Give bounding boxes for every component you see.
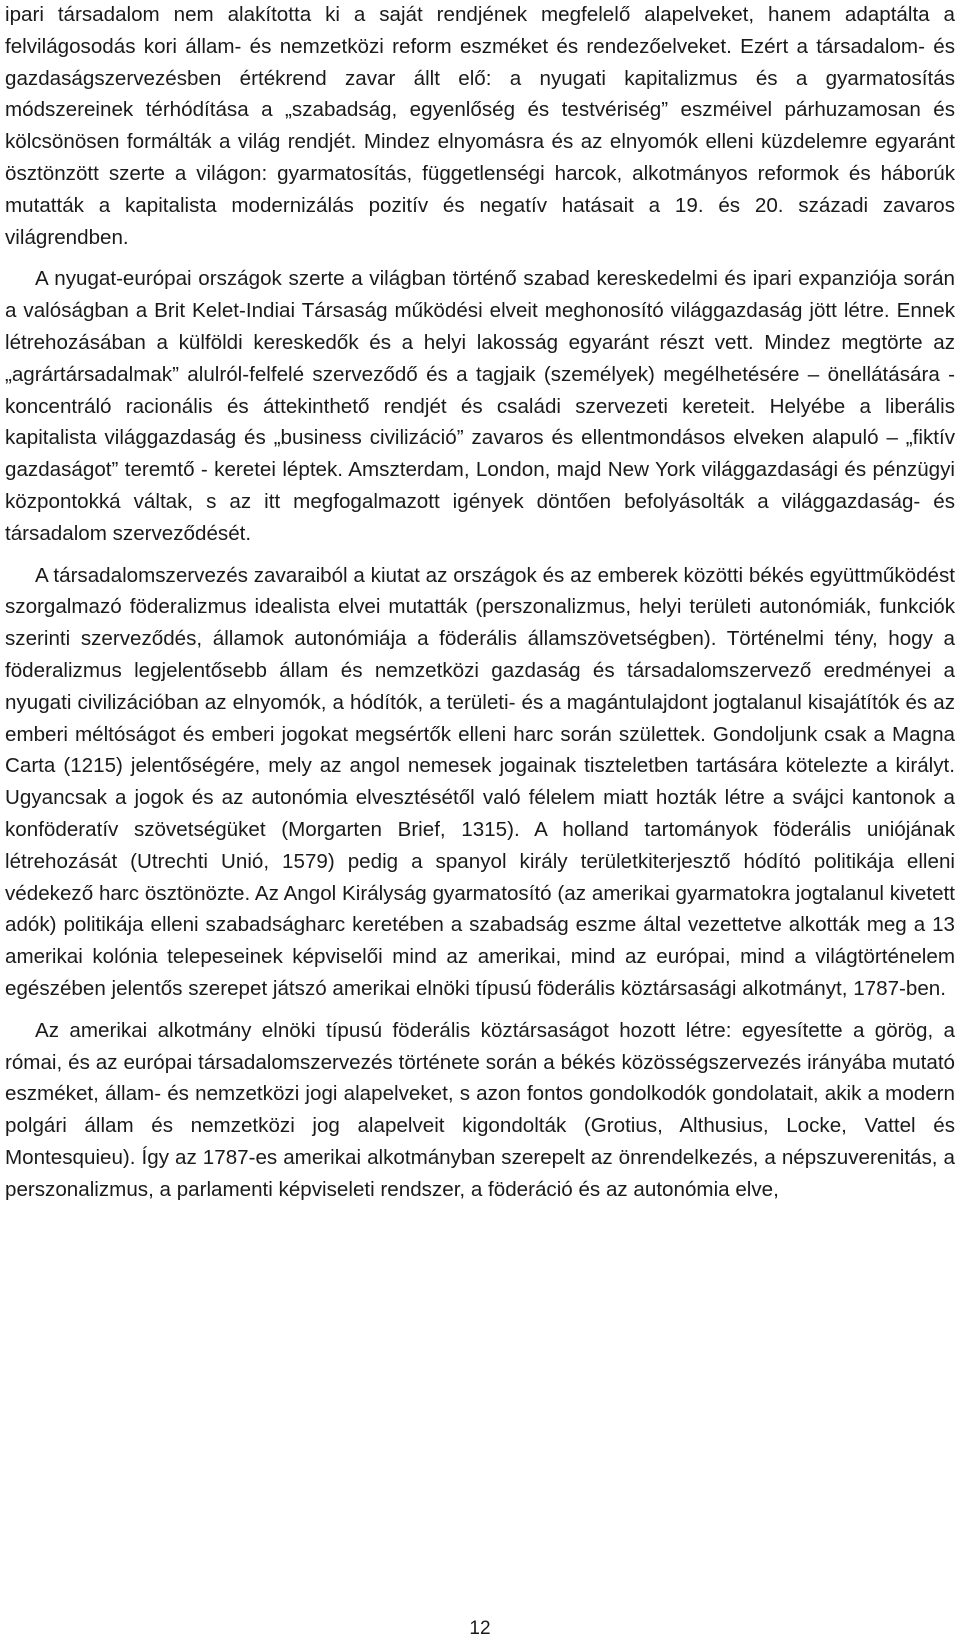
paragraph-1: ipari társadalom nem alakította ki a saját rendjének megfelelő alapelveket, hanem adaptálta a felvilágosodás kori állam- és nemzetközi reform eszméket és rendezőelveket. Ezért a társadalom- és gazdaságszervezésben értékrend zavar állt elő: a nyugati kapitalizmus és a gyarmatosítás módszereinek térhódítása a „szabadság, egyenlőség és testvériség” eszméivel párhuzamosan és kölcsönösen formálták a világ rendjét. Mindez elnyomásra és az elnyomók elleni küzdelemre egyaránt ösztönzött szerte a világon: gyarmatosítás, függetlenségi harcok, alkotmányos reformok és háborúk mutatták a kapitalista modernizálás pozitív és negatív hatásait a 19. és 20. századi zavaros világrendben.	[5, 3, 955, 249]
paragraph-2: A nyugat-európai országok szerte a világban történő szabad kereskedelmi és ipari expanziója során a valóságban a Brit Kelet-Indiai Társaság működési elveit meghonosító világgazdaság jött létre. Ennek létrehozásában a külföldi kereskedők és a helyi lakosság egyaránt részt vett. Mindez megtörte az „agrártársadalmak” alulról-felfelé szerveződő és a tagjaik (személyek) megélhetésére – önellátására - koncentráló racionális és áttekinthető rendjét és családi szervezeti kereteit. Helyébe a liberális kapitalista világgazdaság és „business civilizáció” zavaros és ellentmondásos elveken alapuló – „fiktív gazdaságot” teremtő - keretei léptek. Amszterdam, London, majd New York világgazdasági és pénzügyi központokká váltak, s az itt megfogalmazott igények döntően befolyásolták a világgazdaság- és társadalom szerveződését.	[5, 267, 955, 545]
page-number: 12	[469, 1618, 491, 1639]
document-page	[5, 0, 955, 1205]
paragraph-3: A társadalomszervezés zavaraiból a kiutat az országok és az emberek közötti békés együttműködést szorgalmazó föderalizmus idealista elvei mutatták (perszonalizmus, helyi területi autonómiák, funkciók szerinti szerveződés, államok autonómiája a föderális államszövetségben). Történelmi tény, hogy a föderalizmus legjelentősebb állam és nemzetközi gazdaság és társadalomszervező eredményei a nyugati civilizációban az elnyomók, a hódítók, a területi- és a magántulajdont jogtalanul kisajátítók és az emberi méltóságot és emberi jogokat megsértők elleni harc során születtek. Gondoljunk csak a Magna Carta (1215) jelentőségére, mely az angol nemesek jogainak tiszteletben tartására kötelezte a királyt. Ugyancsak a jogok és az autonómia elvesztésétől való félelem miatt hozták létre a svájci kantonok a konföderatív szövetségüket (Morgarten Brief, 1315). A holland tartományok föderális uniójának létrehozását (Utrechti Unió, 1579) pedig a spanyol király területkiterjesztő hódító politikája elleni védekező harc ösztönözte. Az Angol Királyság gyarmatosító (az amerikai gyarmatokra jogtalanul kivetett adók) politikája elleni szabadságharc keretében a szabadság eszme által vezettetve alkották meg a 13 amerikai kolónia telepeseinek képviselői mind az amerikai, mind az európai, mind a világtörténelem egészében jelentős szerepet játszó amerikai elnöki típusú föderális köztársasági alkotmányt, 1787-ben.	[5, 563, 955, 1000]
paragraph-4: Az amerikai alkotmány elnöki típusú föderális köztársaságot hozott létre: egyesítette a görög, a római, és az európai társadalomszervezés története során a békés közösségszervezés irányába mutató eszméket, állam- és nemzetközi jogi alapelveket, s azon fontos gondolkodók gondolatait, akik a modern polgári állam és nemzetközi jog alapelveit kigondolták (Grotius, Althusius, Locke, Vattel és Montesquieu). Így az 1787-es amerikai alkotmányban szerepelt az önrendelkezés, a népszuverenitás, a perszonalizmus, a parlamenti képviseleti rendszer, a föderáció és az autonómia elve,	[5, 1018, 955, 1201]
